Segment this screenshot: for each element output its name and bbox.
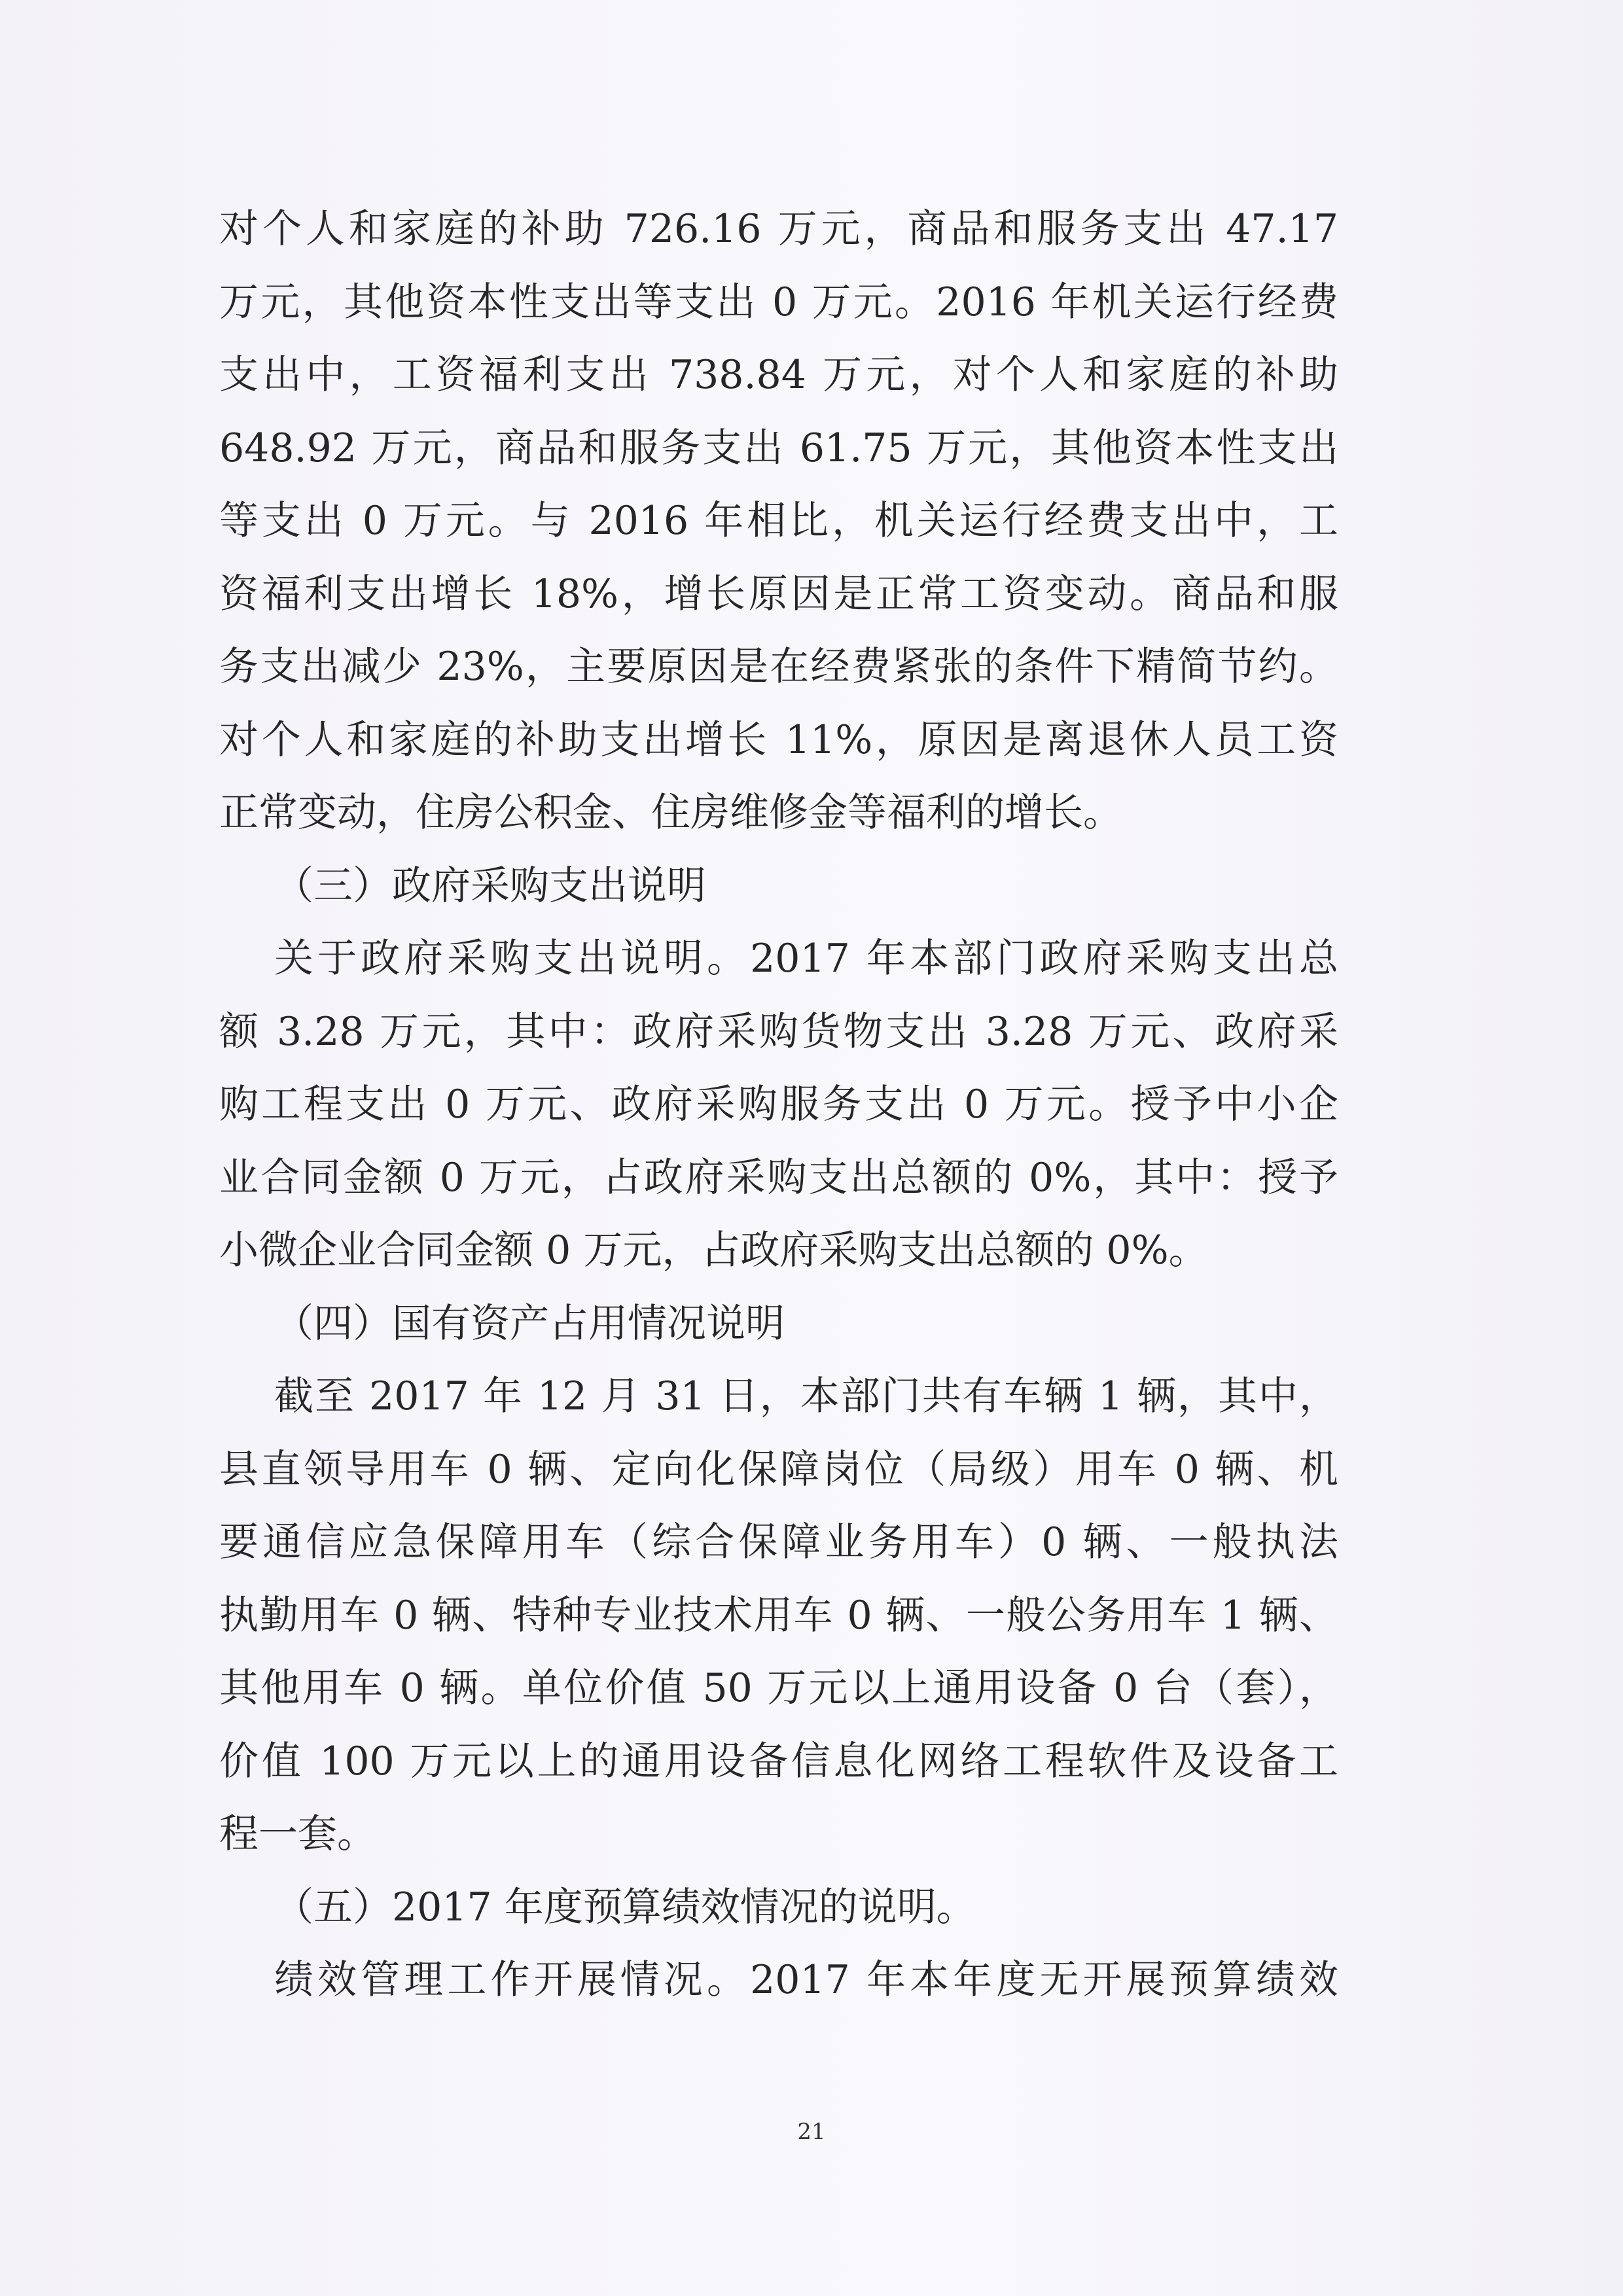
text-line: 万元，其他资本性支出等支出 0 万元。2016 年机关运行经费: [219, 279, 1338, 325]
text-line: 小微企业合同金额 0 万元，占政府采购支出总额的 0%。: [219, 1227, 1208, 1273]
document-body: [219, 193, 1338, 2017]
text-line: 对个人和家庭的补助支出增长 11%，原因是离退休人员工资: [219, 716, 1338, 763]
text-line: 业合同金额 0 万元，占政府采购支出总额的 0%，其中：授予: [219, 1154, 1338, 1201]
text-line: 额 3.28 万元，其中：政府采购货物支出 3.28 万元、政府采: [219, 1008, 1338, 1055]
text-line: 务支出减少 23%，主要原因是在经费紧张的条件下精简节约。: [219, 644, 1338, 690]
text-line: 程一套。: [219, 1811, 376, 1857]
text-line: 对个人和家庭的补助 726.16 万元，商品和服务支出 47.17: [219, 206, 1338, 252]
text-line: 支出中，工资福利支出 738.84 万元，对个人和家庭的补助: [219, 352, 1338, 398]
text-line: 执勤用车 0 辆、特种专业技术用车 0 辆、一般公务用车 1 辆、: [219, 1592, 1338, 1638]
text-line: 购工程支出 0 万元、政府采购服务支出 0 万元。授予中小企: [219, 1082, 1338, 1127]
text-line: 绩效管理工作开展情况。2017 年本年度无开展预算绩效: [274, 1957, 1338, 2003]
text-line: 648.92 万元，商品和服务支出 61.75 万元，其他资本性支出: [219, 425, 1338, 471]
section-heading-assets: （四）国有资产占用情况说明: [274, 1300, 785, 1347]
page-number: 21: [797, 2119, 826, 2145]
text-line: 等支出 0 万元。与 2016 年相比，机关运行经费支出中，工: [219, 498, 1338, 544]
text-line: 截至 2017 年 12 月 31 日，本部门共有车辆 1 辆，其中，: [274, 1373, 1338, 1419]
section-heading-procurement: （三）政府采购支出说明: [274, 862, 706, 909]
section-heading-performance: （五）2017 年度预算绩效情况的说明。: [274, 1884, 976, 1930]
text-line: 关于政府采购支出说明。2017 年本部门政府采购支出总: [274, 936, 1338, 981]
text-line: 正常变动，住房公积金、住房维修金等福利的增长。: [219, 790, 1122, 836]
text-line: 要通信应急保障用车（综合保障业务用车）0 辆、一般执法: [219, 1519, 1338, 1565]
text-line: 价值 100 万元以上的通用设备信息化网络工程软件及设备工: [219, 1738, 1338, 1784]
text-line: 资福利支出增长 18%，增长原因是正常工资变动。商品和服: [219, 571, 1338, 617]
text-line: 县直领导用车 0 辆、定向化保障岗位（局级）用车 0 辆、机: [219, 1446, 1338, 1492]
text-line: 其他用车 0 辆。单位价值 50 万元以上通用设备 0 台（套），: [219, 1665, 1338, 1711]
